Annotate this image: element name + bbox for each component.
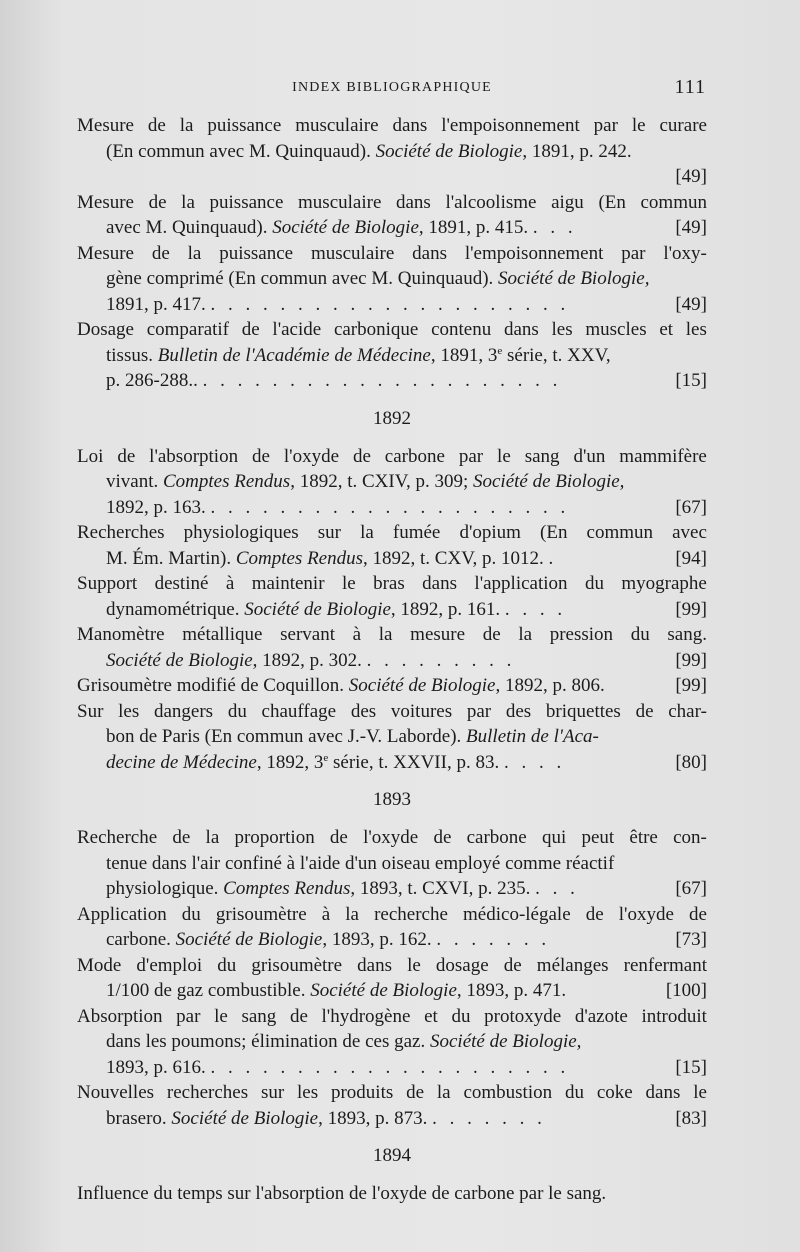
running-head: INDEX BIBLIOGRAPHIQUE bbox=[292, 80, 492, 95]
year-heading-1894: 1894 bbox=[373, 1145, 411, 1166]
entry-loi-absorption: Loi de l'absorption de l'oxyde de carbone par le sang d'un mammifère vivant. Comptes Rendus, 1892, t. CXIV, p. 309; Société de Biologie, 1892, p. 163. . . . . . . . . . . . . . . . . . . . . . [67] bbox=[77, 444, 707, 521]
entry-manometre: Manomètre métallique servant à la mesure de la pression du sang. Société de Biologie, 1892, p. 302. . . . . . . . . . [99] bbox=[77, 622, 707, 673]
entry-coke-brasero: Nouvelles recherches sur les produits de la combustion du coke dans le brasero. Société de Biologie, 1893, p. 873. . . . . . . . [83] bbox=[77, 1080, 707, 1131]
entry-proportion-oxyde: Recherche de la proportion de l'oxyde de carbone qui peut être con- tenue dans l'air confiné à l'aide d'un oiseau employé comme réactif physiologique. Comptes Rendus, 1893, t. CXVI, p. 235. . . . [67] bbox=[77, 825, 707, 902]
entry-reference: [83] bbox=[675, 1107, 707, 1129]
entry-alcoolisme: Mesure de la puissance musculaire dans l'alcoolisme aigu (En commun avec M. Quinquaud). Société de Biologie, 1891, p. 415. . . . [49] bbox=[77, 190, 707, 241]
entry-hydrogene: Absorption par le sang de l'hydrogène et du protoxyde d'azote introduit dans les poumons; élimination de ces gaz. Société de Biologie, 1893, p. 616. . . . . . . . . . . . . . . . . . . . . . [15] bbox=[77, 1004, 707, 1081]
entry-reference: [15] bbox=[675, 1056, 707, 1078]
entry-reference: [49] bbox=[675, 166, 707, 187]
entry-reference: [49] bbox=[675, 217, 707, 238]
entry-reference: [100] bbox=[665, 980, 707, 1001]
entry-reference: [99] bbox=[675, 598, 707, 620]
entry-application-grisoumetre: Application du grisoumètre à la recherche médico-légale de l'oxyde de carbone. Société de Biologie, 1893, p. 162. . . . . . . . [73] bbox=[77, 902, 707, 953]
entry-mode-emploi: Mode d'emploi du grisoumètre dans le dosage de mélanges renfermant 1/100 de gaz combustible. Société de Biologie, 1893, p. 471. [100] bbox=[77, 953, 707, 1004]
entry-fumee-opium: Recherches physiologiques sur la fumée d'opium (En commun avec M. Ém. Martin). Comptes Rendus, 1892, t. CXV, p. 1012. . [94] bbox=[77, 520, 707, 571]
entry-reference: [73] bbox=[675, 929, 707, 950]
entry-reference: [99] bbox=[675, 649, 707, 671]
entry-support-bras: Support destiné à maintenir le bras dans l'application du myographe dynamométrique. Société de Biologie, 1892, p. 161. . . . . [99] bbox=[77, 571, 707, 622]
entry-influence-temps: Influence du temps sur l'absorption de l'oxyde de carbone par le sang. bbox=[77, 1183, 607, 1204]
entry-reference: [15] bbox=[675, 370, 707, 391]
year-heading-1893: 1893 bbox=[373, 789, 411, 810]
bibliography-list bbox=[77, 113, 707, 1207]
entry-acide-carbonique: Dosage comparatif de l'acide carbonique contenu dans les muscles et les tissus. Bulletin de l'Académie de Médecine, 1891, 3e série, t. XXV, p. 286-288.. . . . . . . . . . . . . . . . . . . . . . [15] bbox=[77, 317, 707, 394]
entry-reference: [49] bbox=[675, 293, 707, 315]
entry-reference: [99] bbox=[675, 675, 707, 696]
year-heading-1892: 1892 bbox=[373, 407, 411, 429]
entry-chauffage-voitures: Sur les dangers du chauffage des voitures par des briquettes de char- bon de Paris (En commun avec J.-V. Laborde). Bulletin de l'Aca- decine de Médecine, 1892, 3e série, t. XXVII, p. 83. . . . . [80] bbox=[77, 699, 707, 776]
entry-reference: [94] bbox=[675, 547, 707, 569]
page-number: 111 bbox=[674, 76, 706, 98]
entry-oxygene: Mesure de la puissance musculaire dans l'empoisonnement par l'oxy- gène comprimé (En commun avec M. Quinquaud). Société de Biologie, 1891, p. 417. . . . . . . . . . . . . . . . . . . . . . [49] bbox=[77, 241, 707, 318]
page-header bbox=[78, 78, 706, 102]
entry-reference: [67] bbox=[675, 496, 707, 518]
entry-reference: [67] bbox=[675, 878, 707, 899]
entry-curare: Mesure de la puissance musculaire dans l'empoisonnement par le curare (En commun avec M. Quinquaud). Société de Biologie, 1891, p. 242. [49] bbox=[77, 113, 707, 190]
entry-reference: [80] bbox=[675, 751, 707, 773]
entry-grisoumetre-coquillon: Grisoumètre modifié de Coquillon. Société de Biologie, 1892, p. 806. [99] bbox=[77, 673, 707, 699]
